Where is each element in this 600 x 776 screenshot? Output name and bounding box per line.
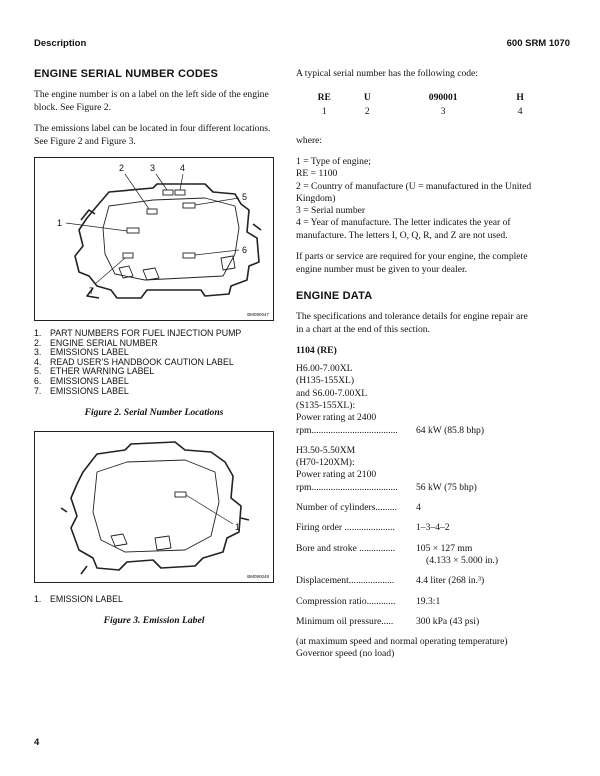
running-header-doc-id: 600 SRM 1070 <box>506 38 570 49</box>
callout-4: 4 <box>180 163 186 173</box>
parts-note: If parts or service are required for your engine, the complete engine number must be given to your dealer. <box>296 251 528 275</box>
legend-item: 2. ENGINE SERIAL NUMBER <box>34 337 158 348</box>
serial-index-cell: 2 <box>364 106 370 117</box>
running-header-section: Description <box>34 38 87 49</box>
spec-row: Displacement................... 4.4 liter (268 in.³) <box>296 575 485 587</box>
spec-row: Firing order ..................... 1–3–4–2 <box>296 522 450 534</box>
callout-5: 5 <box>242 192 248 202</box>
figure-3-caption: Figure 3. Emission Label <box>103 614 205 626</box>
spec-row: rpm.................................... 56 kW (75 bhp) <box>296 481 477 493</box>
where-line: RE = 1100 <box>296 168 338 180</box>
serial-index-cell: 3 <box>440 106 446 117</box>
figure-3-code: BM090048 <box>247 574 269 580</box>
figure-3-illustration <box>34 431 274 583</box>
where-line: 2 = Country of manufacture (U = manufactured in the United Kingdom) <box>296 180 532 204</box>
figure-2-legend <box>34 329 274 396</box>
callout-1: 1 <box>57 218 63 228</box>
figure-3-legend <box>34 595 274 605</box>
spec-row: rpm.................................... 64 kW (85.8 bhp) <box>296 424 485 436</box>
serial-index-cell: 1 <box>321 106 327 117</box>
where-line: 3 = Serial number <box>296 205 366 217</box>
spec-row: Bore and stroke ............... 105 × 127 mm (4.133 × 5.000 in.) <box>296 542 499 566</box>
where-line: 4 = Year of manufacture. The letter indicates the year of manufacture. The letters I, O, Q, R, and Z are not used. <box>296 217 511 241</box>
page-number: 4 <box>34 737 40 748</box>
where-definitions <box>296 156 536 242</box>
serial-code-table <box>296 91 536 119</box>
where-label: where: <box>296 134 323 146</box>
paragraph-engine-number: The engine number is on a label on the left side of the engine block. See Figure 2. <box>34 89 269 113</box>
figure-2-illustration <box>34 157 274 321</box>
figure-2-caption: Figure 2. Serial Number Locations <box>84 407 224 419</box>
legend-item: 1. EMISSION LABEL <box>34 594 123 605</box>
spec-row: Minimum oil pressure..... 300 kPa (43 psi) <box>296 615 480 627</box>
legend-item: 3. EMISSIONS LABEL <box>34 347 129 358</box>
legend-item: 5. ETHER WARNING LABEL <box>34 366 155 377</box>
engine-drawing <box>35 158 275 322</box>
legend-item: 7. EMISSIONS LABEL <box>34 385 129 396</box>
model-group-1: H6.00-7.00XL (H135-155XL) and S6.00-7.00XL (S135-155XL): Power rating at 2400 <box>296 363 377 424</box>
spec-row: Number of cylinders......... 4 <box>296 502 421 514</box>
serial-intro: A typical serial number has the following code: <box>296 68 478 79</box>
engine-data-intro: The specifications and tolerance details for engine repair are in a chart at the end of this section. <box>296 311 528 335</box>
serial-index-cell: 4 <box>517 106 523 117</box>
right-column <box>296 68 536 668</box>
paragraph-emissions-label: The emissions label can be located in four different locations. See Figure 2 and Figure 3. <box>34 123 271 147</box>
callout-2: 2 <box>119 163 125 173</box>
callout-6: 6 <box>242 245 248 255</box>
serial-code-cell: H <box>516 92 524 103</box>
where-line: 1 = Type of engine; <box>296 156 371 167</box>
left-column <box>34 68 274 639</box>
serial-code-cell: 090001 <box>428 92 458 103</box>
callout-1: 1 <box>235 522 241 533</box>
section-title-engine-data: ENGINE DATA <box>296 290 373 303</box>
legend-item: 6. EMISSIONS LABEL <box>34 375 129 386</box>
serial-code-cell: U <box>363 92 371 103</box>
callout-7: 7 <box>89 286 95 296</box>
legend-item: 4. READ USER’S HANDBOOK CAUTION LABEL <box>34 356 234 367</box>
callout-3: 3 <box>150 163 156 173</box>
closing-lines: (at maximum speed and normal operating temperature) Governor speed (no load) <box>296 636 508 660</box>
model-group-2: H3.50-5.50XM (H70-120XM): Power rating at 2100 <box>296 444 377 481</box>
engine-drawing <box>35 432 275 584</box>
legend-item: 1. PART NUMBERS FOR FUEL INJECTION PUMP <box>34 328 242 338</box>
serial-code-cell: RE <box>317 92 331 103</box>
spec-row: Compression ratio............ 19.3:1 <box>296 595 441 607</box>
engine-model-title: 1104 (RE) <box>296 345 337 357</box>
figure-2-code: BM090047 <box>247 312 269 317</box>
section-title-serial-codes: ENGINE SERIAL NUMBER CODES <box>34 68 219 80</box>
